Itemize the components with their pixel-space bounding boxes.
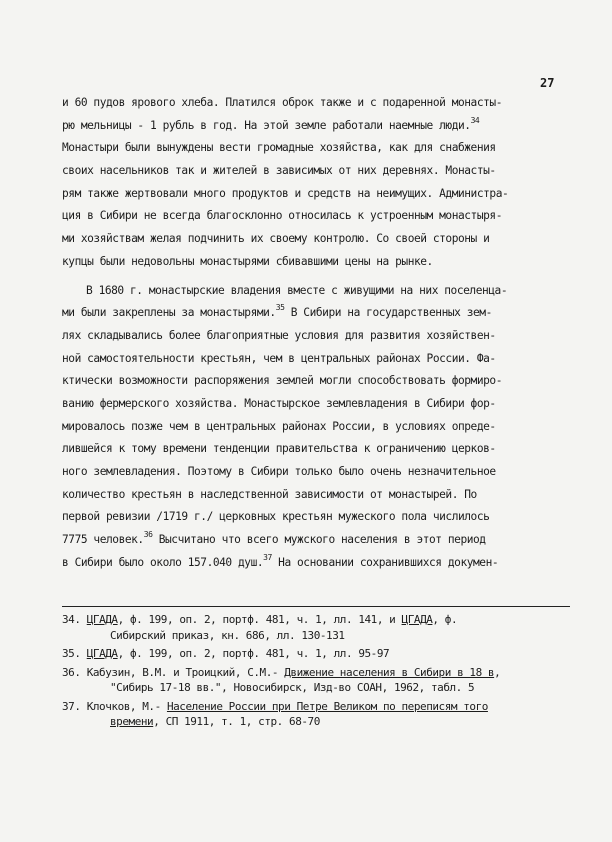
page-number: 27	[540, 76, 555, 90]
archive-abbrev: ЦГАДА	[86, 613, 118, 626]
footnote-ref: 37	[263, 552, 272, 562]
work-title: Движение населения в Сибири в 18 в	[284, 665, 495, 679]
footnote-ref: 35	[275, 303, 285, 313]
text-line: В 1680 г. монастырские владения вместе с живущими на них поселенца-	[86, 283, 508, 297]
archive-abbrev: ЦГАДА	[86, 647, 118, 660]
footnote-34	[62, 612, 572, 628]
footnote-35	[62, 646, 572, 662]
footnote-ref: 36	[143, 530, 153, 540]
footnote-number: 34.	[62, 613, 81, 626]
work-title: времени	[110, 715, 154, 728]
footnote-divider	[62, 606, 570, 607]
footnote-text: ,	[494, 665, 501, 679]
footnote-34-continuation: Сибирский приказ, кн. 686, лл. 130-131	[110, 628, 345, 642]
footnote-37-continuation	[62, 714, 572, 730]
paragraph	[62, 92, 582, 274]
text-line: своих насельников так и жителей в зависимых от них деревнях. Монасты-	[62, 164, 496, 178]
footnote-text: Клочков, М.-	[80, 699, 167, 713]
main-text	[62, 92, 582, 574]
footnotes	[62, 612, 572, 730]
text-line: Монастыри были вынуждены вести громадные хозяйства, как для снабжения	[62, 141, 496, 155]
footnote-37	[62, 699, 572, 715]
text-line: лях складывались более благоприятные условия для развития хозяйствен-	[62, 328, 496, 342]
text-segment: Высчитано что всего мужского населения в этот период	[152, 533, 486, 547]
text-line: ми хозяйствам желая подчинить их своему контролю. Со своей стороны и	[62, 232, 490, 246]
text-line: купцы были недовольны монастырями сбивавшими цены на рынке.	[62, 254, 433, 268]
footnote-number: 36.	[62, 665, 81, 679]
text-segment: 7775 человек.	[62, 533, 144, 547]
text-line: ной самостоятельности крестьян, чем в центральных районах России. Фа-	[62, 351, 496, 365]
paragraph	[62, 280, 582, 575]
footnote-text: , СП 1911, т. 1, стр. 68-70	[153, 715, 320, 728]
text-line: ванию фермерского хозяйства. Монастырское землевладения в Сибири фор-	[62, 396, 496, 410]
footnote-36-continuation: "Сибирь 17-18 вв.", Новосибирск, Изд-во СОАН, 1962, табл. 5	[110, 681, 475, 694]
footnote-text: Кабузин, В.М. и Троицкий, С.М.-	[80, 665, 285, 679]
text-line: ция в Сибири не всегда благосклонно относилась к устроенным монастыря-	[62, 209, 502, 223]
text-line	[62, 115, 582, 138]
footnote-ref: 34	[470, 115, 480, 125]
archive-abbrev: ЦГАДА	[401, 613, 433, 626]
text-line: ного землевладения. Поэтому в Сибири только было очень незначительное	[62, 465, 496, 478]
text-line: рям также жертвовали много продуктов и средств на неимущих. Администра-	[62, 186, 509, 200]
text-segment: рю мельницы - 1 рубль в год. На этой земле работали наемные люди.	[62, 118, 471, 132]
footnote-text: , ф.	[432, 613, 458, 626]
footnote-36	[62, 665, 572, 681]
text-line: лившейся к тому времени тенденции правительства к ограничению церков-	[62, 442, 496, 456]
text-segment: в Сибири было около 157.040 душ.	[62, 555, 264, 569]
text-line: ктически возможности распоряжения землей могли способствовать формиро-	[62, 374, 502, 388]
text-line	[62, 302, 582, 325]
text-line: мировалось позже чем в центральных районах России, в условиях опреде-	[62, 419, 496, 433]
work-title: Население России при Петре Великом по переписям того	[166, 699, 488, 713]
text-segment: На основании сохранившихся докумен-	[271, 555, 499, 569]
text-segment: ми были закреплены за монастырями.	[62, 306, 276, 320]
text-line	[62, 552, 582, 575]
text-line: первой ревизии /1719 г./ церковных крестьян мужеского пола числилось	[62, 510, 490, 524]
footnote-text: , ф. 199, оп. 2, портф. 481, ч. 1, лл. 141, и	[117, 613, 402, 626]
text-segment: В Сибири на государственных зем-	[284, 306, 492, 320]
text-line: количество крестьян в наследственной зависимости от монастырей. По	[62, 487, 477, 501]
footnote-number: 37.	[62, 699, 81, 713]
text-line	[62, 529, 582, 552]
footnote-number: 35.	[62, 647, 81, 660]
text-line: и 60 пудов ярового хлеба. Платился оброк также и с подаренной монасты-	[62, 96, 502, 109]
footnote-text: , ф. 199, оп. 2, портф. 481, ч. 1, лл. 95-97	[117, 647, 390, 660]
